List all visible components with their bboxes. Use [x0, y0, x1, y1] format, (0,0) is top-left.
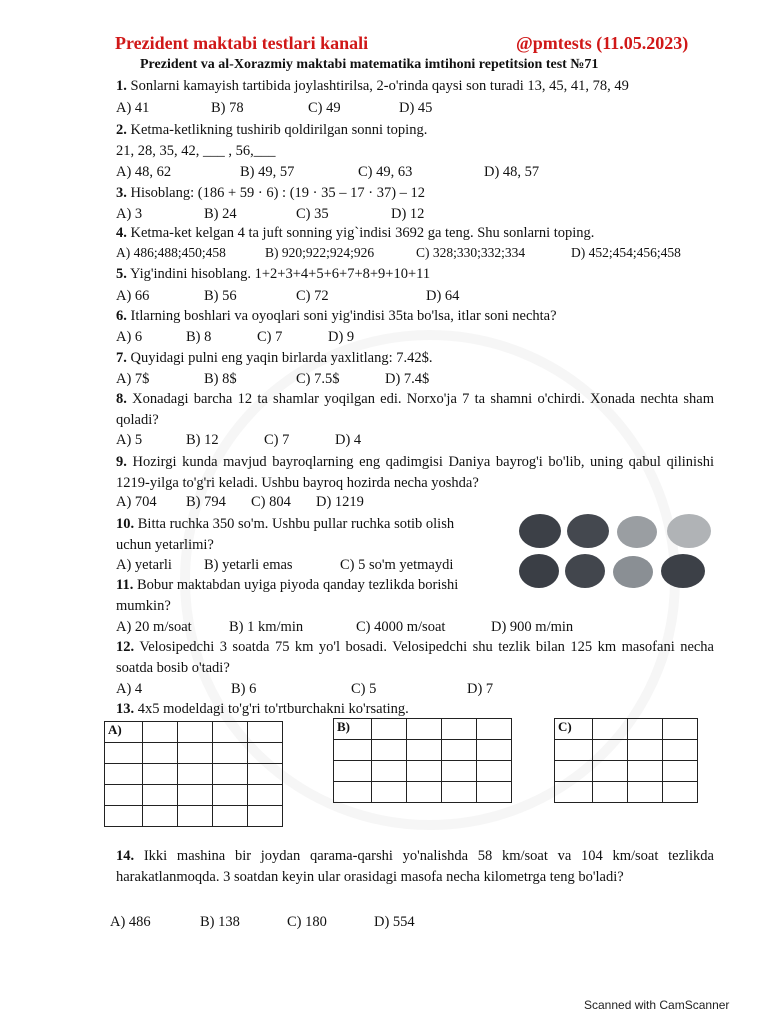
question-11-cont: mumkin?: [116, 598, 171, 614]
option-b: B) 1 km/min: [229, 619, 304, 635]
option-c: C) 7: [264, 432, 290, 448]
option-b: B) 794: [186, 494, 226, 510]
sequence-line: 21, 28, 35, 42, ___ , 56,___: [116, 143, 276, 159]
option-a: A) 486;488;450;458: [116, 245, 226, 260]
option-d: D) 9: [328, 329, 355, 345]
grid-option-c: [554, 718, 698, 803]
question-2: [116, 122, 427, 139]
grid-option-b: [333, 718, 512, 803]
option-b: B) 8$: [204, 371, 237, 387]
option-d: D) 900 m/min: [491, 619, 574, 635]
option-b: B) yetarli emas: [204, 557, 293, 573]
question-number: 10.: [116, 516, 135, 532]
question-13: [116, 701, 409, 718]
question-number: 6.: [116, 308, 127, 324]
question-9: [116, 452, 714, 494]
question-number: 13.: [116, 701, 135, 717]
option-d: D) 7: [467, 681, 494, 697]
question-number: 5.: [116, 266, 127, 282]
option-c: C) 4000 m/soat: [356, 619, 446, 635]
option-b: B) 8: [186, 329, 212, 345]
option-d: D) 64: [426, 288, 460, 304]
coin: [519, 554, 559, 588]
option-a: A) 486: [110, 914, 151, 930]
option-c: C) 7: [257, 329, 283, 345]
option-a: A) 4: [116, 681, 143, 697]
test-subtitle: Prezident va al-Xorazmiy maktabi matematika imtihoni repetitsion test №71: [140, 57, 599, 72]
option-c: C) 5 so'm yetmaydi: [340, 557, 454, 573]
question-number: 1.: [116, 78, 127, 94]
question-number: 8.: [116, 391, 127, 407]
coin: [617, 516, 657, 548]
option-b: B) 920;922;924;926: [265, 245, 375, 260]
grid-option-a: [104, 721, 283, 827]
option-b: B) 12: [186, 432, 219, 448]
question-11: [116, 577, 458, 594]
option-c: C) 5: [351, 681, 377, 697]
option-c: C) 180: [287, 914, 327, 930]
option-c: C) 804: [251, 494, 291, 510]
question-text: Sonlarni kamayish tartibida joylashtirilsa, 2-o'rinda qaysi son turadi 13, 45, 41, 78, 49: [130, 78, 629, 94]
coin: [565, 554, 605, 588]
question-text: Xonadagi barcha 12 ta shamlar yoqilgan edi. Norxo'ja 7 ta shamni o'chirdi. Xonada nechta sham qoladi?: [116, 391, 715, 428]
option-c: C) 49, 63: [358, 164, 413, 180]
option-a: A) 41: [116, 100, 150, 116]
option-c: C) 328;330;332;334: [416, 245, 526, 260]
grid-label: A): [105, 722, 143, 743]
question-number: 4.: [116, 225, 127, 241]
option-b: B) 78: [211, 100, 244, 116]
option-d: D) 48, 57: [484, 164, 540, 180]
coin: [567, 514, 609, 548]
option-b: B) 56: [204, 288, 237, 304]
question-5: [116, 266, 430, 283]
grid-label: C): [555, 719, 593, 740]
option-c: C) 49: [308, 100, 341, 116]
option-d: D) 452;454;456;458: [571, 245, 681, 260]
option-a: A) 704: [116, 494, 157, 510]
question-4: [116, 225, 594, 242]
question-number: 14.: [116, 848, 135, 864]
coin: [661, 554, 705, 588]
channel-handle-date: @pmtests (11.05.2023): [516, 33, 689, 53]
option-b: B) 49, 57: [240, 164, 295, 180]
option-a: A) 7$: [116, 371, 150, 387]
question-text: Hozirgi kunda mavjud bayroqlarning eng qadimgisi Daniya bayrog'i bo'lib, uning qabul qilinishi 1219-yilga to'g'ri keladi. Ushbu bayroq hozirda necha yoshda?: [116, 454, 714, 491]
channel-title: Prezident maktabi testlari kanali: [115, 33, 369, 53]
question-text: Yig'indini hisoblang. 1+2+3+4+5+6+7+8+9+10+11: [129, 266, 431, 282]
option-b: B) 138: [200, 914, 240, 930]
question-3: [116, 185, 425, 202]
option-a: A) 20 m/soat: [116, 619, 192, 635]
option-d: D) 554: [374, 914, 415, 930]
scanner-footer: Scanned with CamScanner: [584, 998, 730, 1012]
option-c: C) 72: [296, 288, 329, 304]
option-d: D) 7.4$: [385, 371, 430, 387]
question-number: 11.: [116, 577, 134, 593]
option-b: B) 6: [231, 681, 257, 697]
question-number: 9.: [116, 454, 127, 470]
question-text: Itlarning boshlari va oyoqlari soni yig'indisi 35ta bo'lsa, itlar soni nechta?: [130, 308, 557, 324]
coin: [667, 514, 711, 548]
option-a: A) 5: [116, 432, 143, 448]
question-8: [116, 389, 714, 431]
question-12: [116, 637, 714, 679]
question-1: [116, 78, 629, 95]
option-a: A) 48, 62: [116, 164, 172, 180]
option-a: A) 3: [116, 206, 143, 222]
question-text: Ketma-ket kelgan 4 ta juft sonning yig`indisi 3692 ga teng. Shu sonlarni toping.: [130, 225, 595, 241]
question-number: 12.: [116, 639, 135, 655]
option-b: B) 24: [204, 206, 237, 222]
grid-label: B): [334, 719, 372, 740]
question-number: 3.: [116, 185, 127, 201]
option-d: D) 45: [399, 100, 433, 116]
question-text: Hisoblang: (186 + 59 · 6) : (19 · 35 – 17 · 37) – 12: [130, 185, 426, 201]
question-text: 4x5 modeldagi to'g'ri to'rtburchakni ko'rsating.: [137, 701, 409, 717]
question-7: [116, 350, 433, 367]
question-10: [116, 516, 454, 533]
option-a: A) yetarli: [116, 557, 172, 573]
question-text: Ikki mashina bir joydan qarama-qarshi yo'nalishda 58 km/soat va 104 km/soat tezlikda harakatlanmoqda. 3 soatdan keyin ular orasidagi masofa necha kilometrga teng bo'ladi?: [116, 848, 714, 885]
question-10-cont: uchun yetarlimi?: [116, 537, 214, 553]
question-number: 7.: [116, 350, 127, 366]
question-text: Ketma-ketlikning tushirib qoldirilgan sonni toping.: [130, 122, 428, 138]
option-c: C) 35: [296, 206, 329, 222]
coin: [519, 514, 561, 548]
option-d: D) 12: [391, 206, 425, 222]
question-text: Quyidagi pulni eng yaqin birlarda yaxlitlang: 7.42$.: [130, 350, 433, 366]
question-number: 2.: [116, 122, 127, 138]
option-d: D) 4: [335, 432, 362, 448]
coin: [613, 556, 653, 588]
coins-image: [517, 512, 713, 590]
question-text: Velosipedchi 3 soatda 75 km yo'l bosadi. Velosipedchi shu tezlik bilan 125 km masofani necha soatda bosib o'tadi?: [116, 639, 714, 676]
question-6: [116, 308, 557, 325]
option-d: D) 1219: [316, 494, 364, 510]
question-text: Bitta ruchka 350 so'm. Ushbu pullar ruchka sotib olish: [137, 516, 455, 532]
option-c: C) 7.5$: [296, 371, 340, 387]
option-a: A) 66: [116, 288, 150, 304]
option-a: A) 6: [116, 329, 143, 345]
question-14: [116, 846, 714, 888]
question-text: Bobur maktabdan uyiga piyoda qanday tezlikda borishi: [136, 577, 459, 593]
